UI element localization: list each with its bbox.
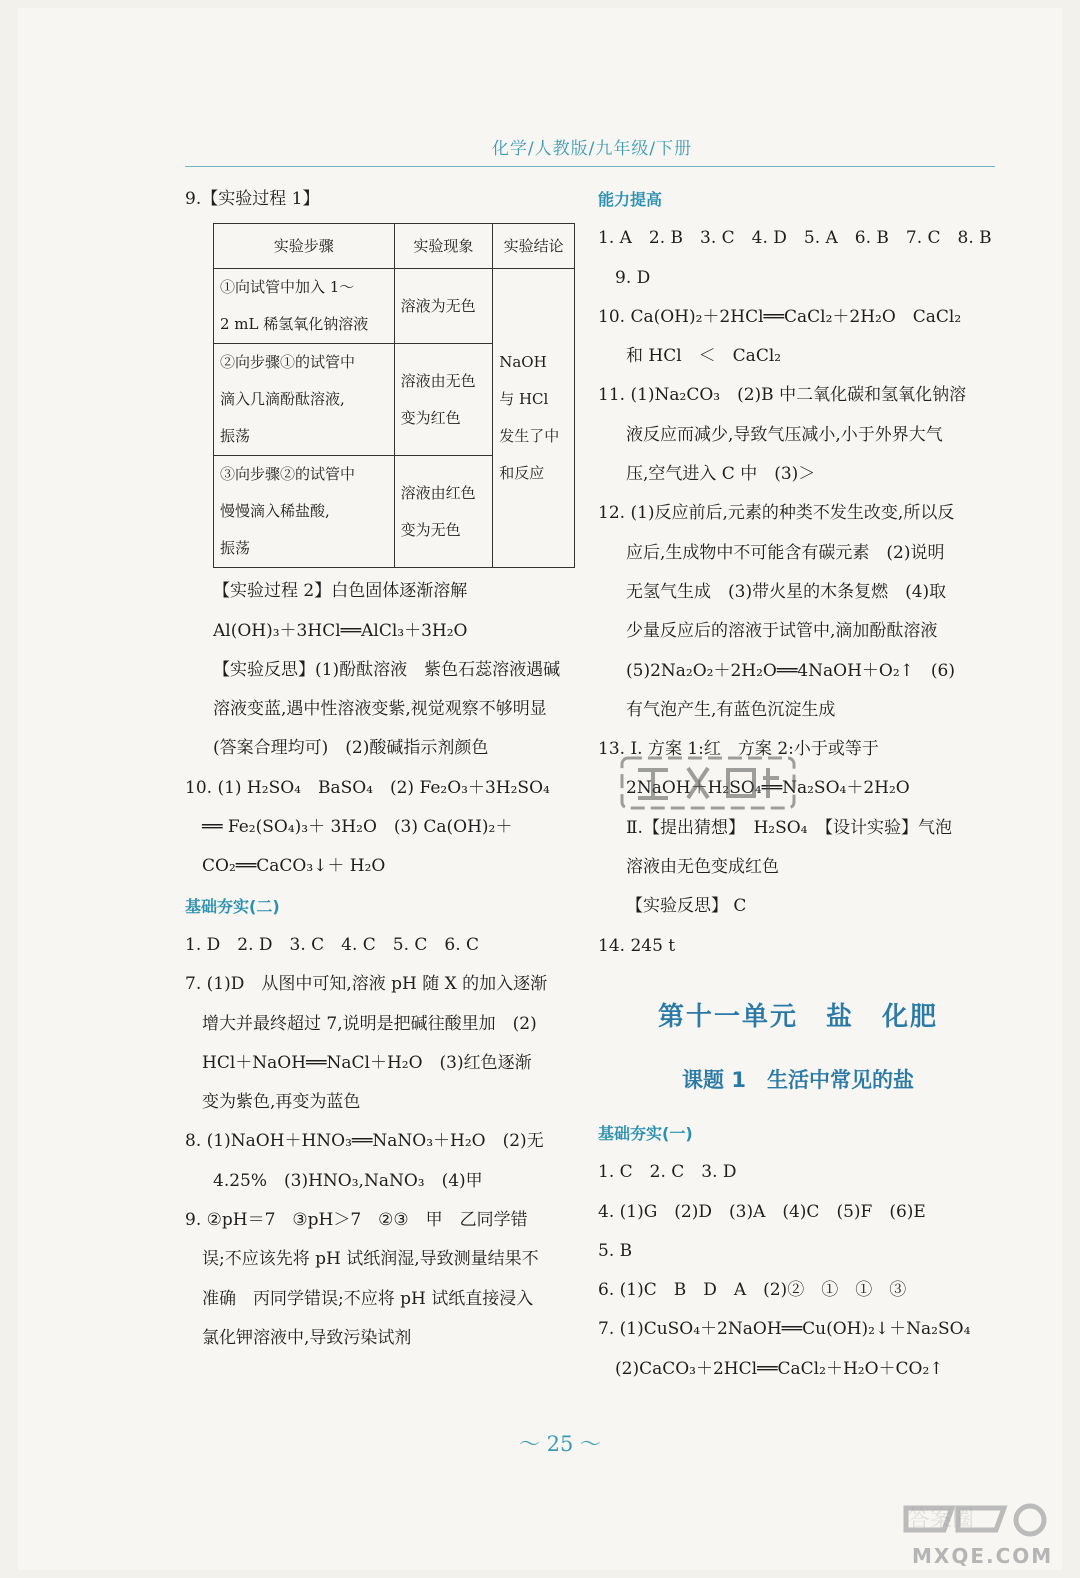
answer-line: 溶液变蓝,遇中性溶液变紫,视觉观察不够明显 [213,699,547,720]
answer-line: 压,空气进入 C 中 (3)＞ [626,464,816,485]
section-title: 能力提高 [598,190,663,209]
answer-line: 9. ②pH＝7 ③pH＞7 ②③ 甲 乙同学错 [185,1210,528,1231]
answer-line: 8. (1)NaOH＋HNO₃══NaNO₃＋H₂O (2)无 [185,1131,544,1152]
table-header-row [214,224,575,269]
answer-line: 【实验反思】 C [626,896,747,917]
table-cell-phenomenon: 溶液为无色 [394,269,493,344]
table-header: 实验现象 [394,224,493,269]
answer-line: 6. (1)C B D A (2)② ① ① ③ [598,1280,907,1301]
answer-line: Al(OH)₃＋3HCl══AlCl₃＋3H₂O [213,620,468,641]
logo-text: 答案圈 [908,1507,975,1532]
answer-line: 14. 245 t [598,935,676,956]
answer-line: 应后,生成物中不可能含有碳元素 (2)说明 [626,542,945,563]
answer-line: ══ Fe₂(SO₄)₃＋ 3H₂O (3) Ca(OH)₂＋ [202,817,513,838]
left-answers-a [185,572,583,886]
table-cell-step: ②向步骤①的试管中 滴入几滴酚酞溶液, 振荡 [214,344,395,456]
answer-line: 7. (1)CuSO₄＋2NaOH══Cu(OH)₂↓＋Na₂SO₄ [598,1319,971,1340]
q9-title: 9.【实验过程 1】 [185,189,320,209]
answer-line: 误;不应该先将 pH 试纸润湿,导致测量结果不 [202,1249,539,1270]
table-cell-conclusion: NaOH 与 HCl 发生了中 和反应 [493,269,575,568]
experiment-table [213,223,575,568]
answer-line: 12. (1)反应前后,元素的种类不发生改变,所以反 [598,503,955,524]
section-title: 基础夯实(二) [185,896,280,916]
answer-line: 无氢气生成 (3)带火星的木条复燃 (4)取 [626,581,947,602]
answer-line: 2NaOH＋H₂SO₄══Na₂SO₄＋2H₂O [626,778,910,799]
page-number: ～ 25 ～ [518,1432,602,1456]
answer-line: 1. A 2. B 3. C 4. D 5. A 6. B 7. C 8. B [598,228,992,249]
right-answers-a [598,219,998,966]
page-header: 化学/人教版/九年级/下册 [491,139,693,159]
answer-line: (答案合理均可) (2)酸碱指示剂颜色 [213,738,489,759]
right-answers-b [598,1153,998,1389]
left-column [185,180,583,1358]
answer-line: (5)2Na₂O₂＋2H₂O══4NaOH＋O₂↑ (6) [626,660,956,681]
answer-line: 准确 丙同学错误;不应将 pH 试纸直接浸入 [202,1288,534,1309]
table-cell-step: ①向试管中加入 1～ 2 mL 稀氢氧化钠溶液 [214,269,395,344]
answer-line: 10. (1) H₂SO₄ BaSO₄ (2) Fe₂O₃＋3H₂SO₄ [185,777,550,798]
table-cell-phenomenon: 溶液由红色 变为无色 [394,456,493,568]
answer-line: 9. D [615,267,651,288]
answer-line: 液反应而减少,导致气压减小,小于外界大气 [626,424,943,445]
answer-line: 7. (1)D 从图中可知,溶液 pH 随 X 的加入逐渐 [185,974,548,995]
answer-line: 溶液由无色变成红色 [626,857,779,878]
table-cell-phenomenon: 溶液由无色 变为红色 [394,344,493,456]
answer-line: Ⅱ.【提出猜想】 H₂SO₄ 【设计实验】气泡 [626,817,952,838]
table-row [214,269,575,344]
answer-line: 有气泡产生,有蓝色沉淀生成 [626,699,836,720]
left-answers-b [185,926,583,1358]
answer-line: 1. D 2. D 3. C 4. C 5. C 6. C [185,934,480,955]
answer-line: 4.25% (3)HNO₃,NaNO₃ (4)甲 [213,1170,483,1191]
answer-line: 5. B [598,1240,633,1261]
header-rule [185,166,995,167]
answer-line: 10. Ca(OH)₂＋2HCl══CaCl₂＋2H₂O CaCl₂ [598,306,962,327]
section-title: 基础夯实(一) [598,1123,693,1143]
site-logo [900,1500,1060,1570]
answer-line: 变为紫色,再变为蓝色 [202,1092,361,1113]
lesson-title: 课题 1 生活中常见的盐 [682,1067,914,1092]
answer-line: 4. (1)G (2)D (3)A (4)C (5)F (6)E [598,1201,926,1222]
answer-line: 增大并最终超过 7,说明是把碱往酸里加 (2) [202,1013,537,1034]
answer-line: (2)CaCO₃＋2HCl══CaCl₂＋H₂O＋CO₂↑ [615,1358,944,1379]
unit-title: 第十一单元 盐 化肥 [657,1001,938,1032]
answer-line: 【实验反思】(1)酚酞溶液 紫色石蕊溶液遇碱 [213,659,561,680]
answer-line: 和 HCl ＜ CaCl₂ [626,346,782,367]
answer-line: 【实验过程 2】白色固体逐渐溶解 [213,581,468,602]
logo-url: MXQE.COM [912,1544,1054,1568]
watermark-stamp [618,748,798,818]
table-header: 实验结论 [493,224,575,269]
answer-line: 11. (1)Na₂CO₃ (2)B 中二氧化碳和氢氧化钠溶 [598,385,967,406]
table-cell-step: ③向步骤②的试管中 慢慢滴入稀盐酸, 振荡 [214,456,395,568]
answer-line: HCl＋NaOH══NaCl＋H₂O (3)红色逐渐 [202,1052,532,1073]
answer-line: CO₂══CaCO₃↓＋ H₂O [202,856,386,877]
answer-line: 少量反应后的溶液于试管中,滴加酚酞溶液 [626,621,938,642]
answer-line: 1. C 2. C 3. D [598,1162,737,1183]
answer-line: 13. Ⅰ. 方案 1:红 方案 2:小于或等于 [598,739,879,760]
table-header: 实验步骤 [214,224,395,269]
answer-line: 氯化钾溶液中,导致污染试剂 [202,1327,412,1348]
